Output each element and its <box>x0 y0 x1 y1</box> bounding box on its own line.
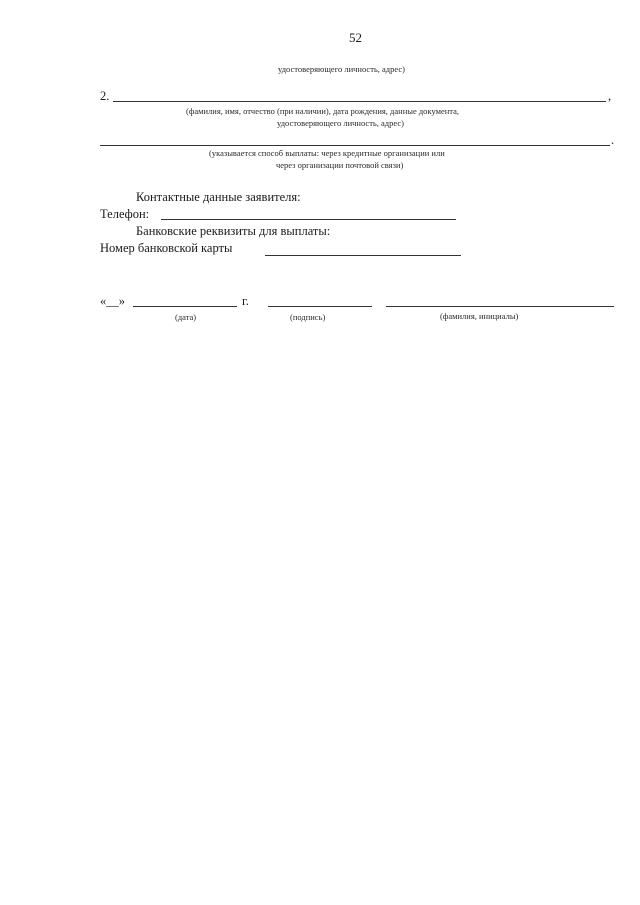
top-caption: удостоверяющего личность, адрес) <box>278 64 405 74</box>
applicant-2-caption-1: (фамилия, имя, отчество (при наличии), дата рождения, данные документа, <box>186 106 460 116</box>
card-number-field[interactable] <box>265 255 461 256</box>
applicant-2-field[interactable] <box>113 101 606 102</box>
date-caption: (дата) <box>175 312 197 322</box>
name-initials-field[interactable] <box>386 306 614 307</box>
contacts-heading: Контактные данные заявителя: <box>136 190 301 204</box>
name-caption: (фамилия, инициалы) <box>440 311 519 321</box>
date-month-field[interactable] <box>133 306 237 307</box>
signature-caption: (подпись) <box>290 312 326 322</box>
applicant-2-number: 2. <box>100 89 110 103</box>
page-number: 52 <box>349 30 362 45</box>
date-day-prefix: «__» <box>100 294 125 308</box>
year-suffix: г. <box>242 294 249 308</box>
phone-label: Телефон: <box>100 207 150 221</box>
bank-heading: Банковские реквизиты для выплаты: <box>136 224 331 238</box>
applicant-2-caption-2: удостоверяющего личность, адрес) <box>277 118 404 128</box>
phone-field[interactable] <box>161 219 456 220</box>
payment-method-caption-1: (указывается способ выплаты: через кредитные организации или <box>209 148 445 158</box>
card-label: Номер банковской карты <box>100 241 233 255</box>
payment-method-end-mark: . <box>611 133 615 147</box>
signature-field[interactable] <box>268 306 372 307</box>
payment-method-field[interactable] <box>100 145 610 146</box>
payment-method-caption-2: через организации почтовой связи) <box>276 160 404 170</box>
applicant-2-comma: , <box>608 89 612 103</box>
